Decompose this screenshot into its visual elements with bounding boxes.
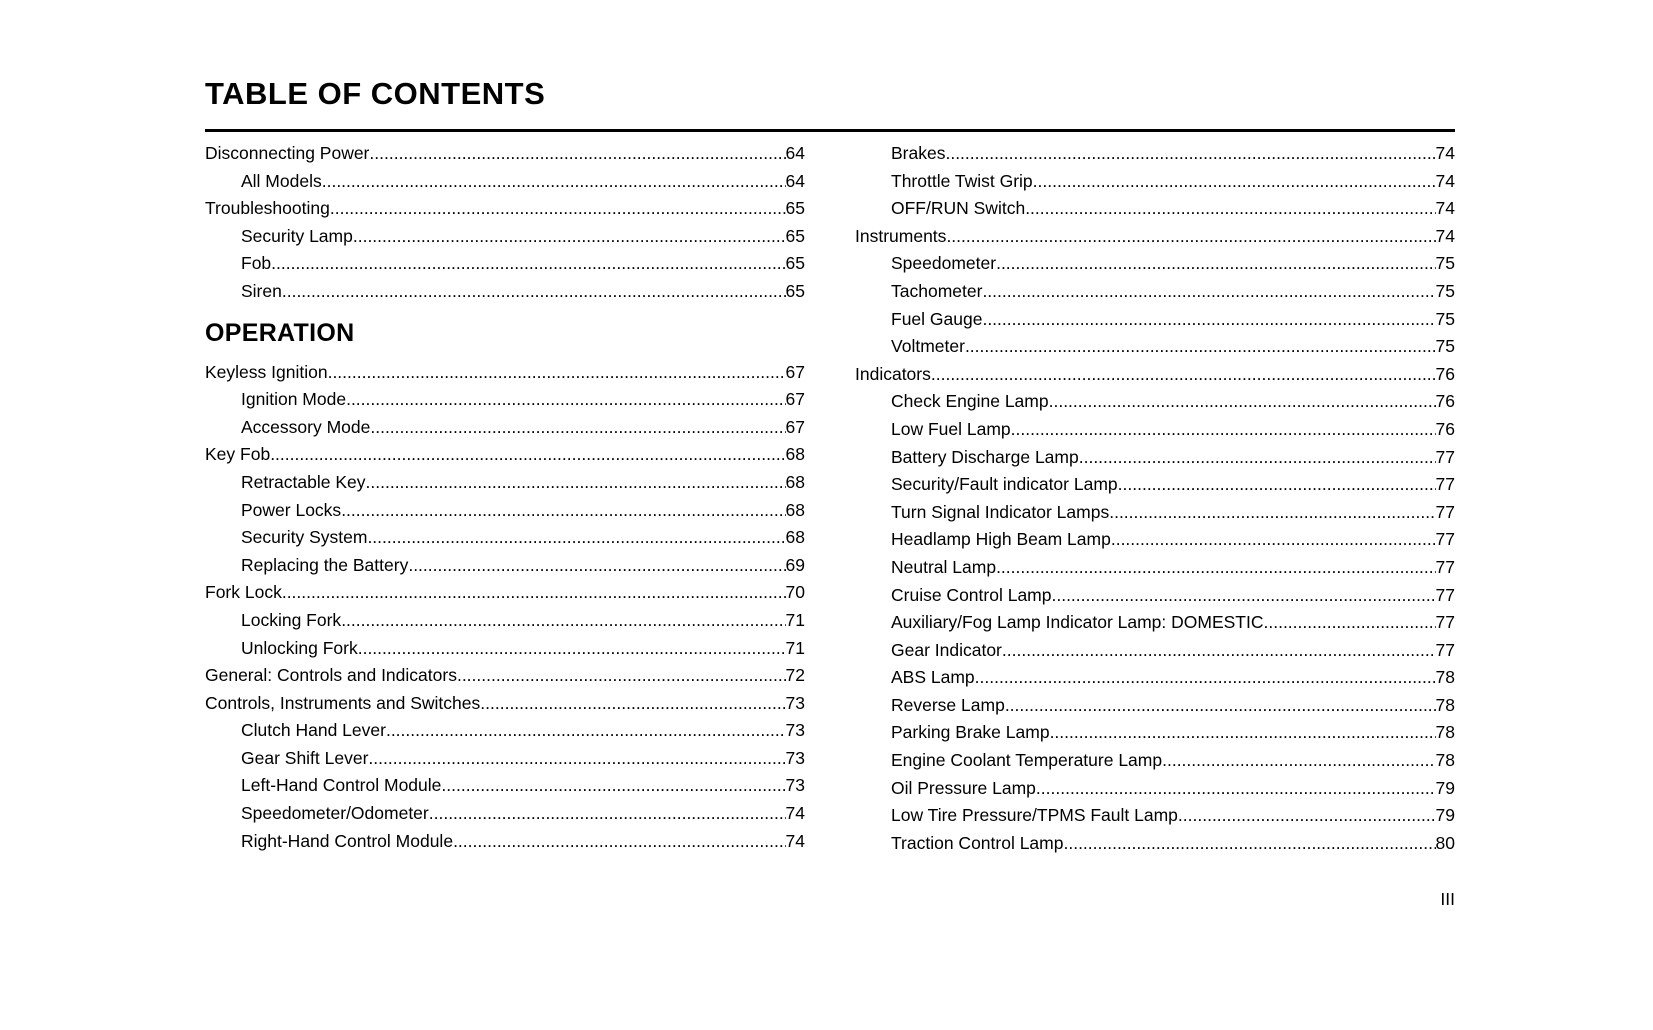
toc-entry-label: Ignition Mode <box>241 389 347 410</box>
toc-entry-label: Accessory Mode <box>241 416 371 437</box>
toc-entry-label: Speedometer/Odometer <box>241 803 429 824</box>
toc-entry <box>205 497 805 525</box>
toc-entry <box>855 526 1455 554</box>
toc-entry-label: Oil Pressure Lamp <box>891 777 1036 798</box>
toc-leader-dots <box>1264 609 1436 637</box>
toc-entry-page: 75 <box>1435 253 1455 274</box>
toc-columns <box>205 140 1455 857</box>
toc-leader-dots <box>386 717 786 745</box>
toc-entry-page: 68 <box>785 499 805 520</box>
toc-entry-label: Low Tire Pressure/TPMS Fault Lamp <box>891 805 1178 826</box>
toc-entry <box>205 635 805 663</box>
toc-entry-label: Cruise Control Lamp <box>891 584 1052 605</box>
toc-entry-page: 76 <box>1435 418 1455 439</box>
toc-entry-page: 75 <box>1435 336 1455 357</box>
toc-entry-label: Fork Lock <box>205 582 282 603</box>
toc-entry <box>205 662 805 690</box>
toc-entry-label: Troubleshooting <box>205 198 330 219</box>
toc-entry-page: 77 <box>1435 556 1455 577</box>
toc-entry <box>855 609 1455 637</box>
toc-entry-label: Indicators <box>855 363 931 384</box>
toc-entry-label: Security System <box>241 527 368 548</box>
toc-entry-page: 73 <box>785 747 805 768</box>
toc-entry <box>205 278 805 306</box>
toc-entry-page: 64 <box>785 170 805 191</box>
toc-entry-page: 77 <box>1435 446 1455 467</box>
toc-entry-page: 70 <box>785 582 805 603</box>
toc-leader-dots <box>341 497 785 525</box>
toc-entry <box>855 775 1455 803</box>
toc-entry-label: Brakes <box>891 143 946 163</box>
toc-entry-page: 65 <box>785 225 805 246</box>
toc-entry-label: OFF/RUN Switch <box>891 198 1026 219</box>
toc-entry-label: Headlamp High Beam Lamp <box>891 529 1111 550</box>
toc-entry-label: Turn Signal Indicator Lamps <box>891 501 1110 522</box>
toc-entry-page: 69 <box>785 554 805 575</box>
toc-entry <box>205 140 805 168</box>
toc-entry <box>205 359 805 387</box>
toc-entry-page: 74 <box>785 830 805 851</box>
toc-entry <box>205 441 805 469</box>
toc-leader-dots <box>946 223 1435 251</box>
toc-leader-dots <box>975 664 1436 692</box>
toc-leader-dots <box>330 195 786 223</box>
toc-entry-label: Low Fuel Lamp <box>891 418 1011 439</box>
toc-leader-dots <box>982 306 1435 334</box>
toc-entry-page: 65 <box>785 280 805 301</box>
toc-leader-dots <box>353 223 786 251</box>
toc-entry-label: Voltmeter <box>891 336 965 357</box>
toc-entry <box>855 471 1455 499</box>
toc-entry-page: 77 <box>1435 529 1455 550</box>
toc-entry-page: 79 <box>1435 805 1455 826</box>
toc-entry <box>205 552 805 580</box>
toc-entry-page: 68 <box>785 471 805 492</box>
toc-leader-dots <box>1049 388 1436 416</box>
toc-entry-label: General: Controls and Indicators <box>205 665 457 686</box>
toc-entry-label: Security/Fault indicator Lamp <box>891 474 1118 495</box>
toc-entry-label: Key Fob <box>205 444 271 465</box>
toc-leader-dots <box>1109 499 1435 527</box>
toc-entry-label: Throttle Twist Grip <box>891 170 1033 191</box>
toc-entry-page: 68 <box>785 444 805 465</box>
toc-entry <box>205 745 805 773</box>
toc-entry-page: 67 <box>785 416 805 437</box>
toc-entry-page: 67 <box>785 389 805 410</box>
toc-entry-label: Keyless Ignition <box>205 361 328 382</box>
toc-entry-label: Reverse Lamp <box>891 694 1005 715</box>
toc-column-right <box>855 140 1455 857</box>
toc-entry <box>855 195 1455 223</box>
toc-entry-label: ABS Lamp <box>891 667 975 688</box>
footer-page-number: III <box>1440 889 1455 910</box>
toc-leader-dots <box>328 359 786 387</box>
toc-entry-page: 79 <box>1435 777 1455 798</box>
toc-entry-label: Gear Shift Lever <box>241 747 369 768</box>
toc-entry-label: Controls, Instruments and Switches <box>205 692 481 713</box>
toc-entry <box>205 168 805 196</box>
toc-entry <box>205 195 805 223</box>
toc-leader-dots <box>322 168 786 196</box>
toc-entry-page: 74 <box>785 803 805 824</box>
toc-entry-page: 74 <box>1435 170 1455 191</box>
toc-leader-dots <box>270 441 785 469</box>
toc-entry-page: 77 <box>1435 639 1455 660</box>
toc-entry-label: Clutch Hand Lever <box>241 720 386 741</box>
toc-entry <box>205 690 805 718</box>
toc-entry-page: 80 <box>1435 832 1455 853</box>
toc-entry-page: 78 <box>1435 667 1455 688</box>
toc-entry-label: Power Locks <box>241 499 342 520</box>
toc-entry <box>205 250 805 278</box>
toc-entry <box>205 524 805 552</box>
toc-entry-page: 65 <box>785 198 805 219</box>
toc-entry <box>855 802 1455 830</box>
toc-entry <box>205 469 805 497</box>
toc-leader-dots <box>1162 747 1435 775</box>
toc-entry-label: Parking Brake Lamp <box>891 722 1050 743</box>
toc-entry <box>855 223 1455 251</box>
toc-leader-dots <box>945 140 1435 168</box>
toc-entry <box>855 278 1455 306</box>
toc-entry-label: Retractable Key <box>241 471 366 492</box>
toc-leader-dots <box>453 828 785 856</box>
toc-entry-page: 74 <box>1435 198 1455 219</box>
toc-entry <box>205 386 805 414</box>
toc-entry <box>205 607 805 635</box>
page-title: TABLE OF CONTENTS <box>205 76 546 111</box>
toc-leader-dots <box>1051 582 1435 610</box>
toc-leader-dots <box>1036 775 1436 803</box>
toc-entry-page: 76 <box>1435 363 1455 384</box>
toc-leader-dots <box>429 800 786 828</box>
toc-leader-dots <box>367 524 785 552</box>
toc-entry-label: Gear Indicator <box>891 639 1002 660</box>
toc-leader-dots <box>1111 526 1436 554</box>
toc-leader-dots <box>480 690 785 718</box>
toc-leader-dots <box>282 278 786 306</box>
toc-leader-dots <box>271 250 785 278</box>
toc-entry-label: Siren <box>241 280 282 301</box>
toc-entry <box>855 388 1455 416</box>
toc-entry <box>205 717 805 745</box>
toc-entry <box>855 554 1455 582</box>
toc-leader-dots <box>965 333 1436 361</box>
toc-entry <box>855 306 1455 334</box>
toc-leader-dots <box>441 772 785 800</box>
toc-entry-label: Tachometer <box>891 280 983 301</box>
toc-entry-label: Instruments <box>855 225 947 246</box>
toc-leader-dots <box>1025 195 1435 223</box>
toc-entry-label: Unlocking Fork <box>241 637 358 658</box>
toc-leader-dots <box>1005 692 1436 720</box>
toc-entry <box>855 582 1455 610</box>
toc-entry-label: Speedometer <box>891 253 997 274</box>
toc-entry-label: Right-Hand Control Module <box>241 830 454 851</box>
toc-entry <box>855 664 1455 692</box>
toc-leader-dots <box>408 552 785 580</box>
toc-column-left <box>205 140 805 857</box>
title-rule <box>205 129 1455 132</box>
toc-entry-page: 75 <box>1435 280 1455 301</box>
toc-entry <box>855 361 1455 389</box>
toc-leader-dots <box>366 469 786 497</box>
toc-entry-label: Neutral Lamp <box>891 556 997 577</box>
toc-entry-page: 77 <box>1435 501 1455 522</box>
toc-entry <box>855 444 1455 472</box>
toc-leader-dots <box>370 414 785 442</box>
toc-leader-dots <box>1079 444 1436 472</box>
toc-leader-dots <box>931 361 1436 389</box>
toc-entry-page: 78 <box>1435 694 1455 715</box>
toc-entry-page: 65 <box>785 253 805 274</box>
toc-entry-page: 73 <box>785 720 805 741</box>
toc-entry <box>205 828 805 856</box>
toc-entry-page: 77 <box>1435 474 1455 495</box>
toc-leader-dots <box>1063 830 1435 858</box>
toc-leader-dots <box>1011 416 1436 444</box>
toc-entry-label: All Models <box>241 170 322 191</box>
toc-entry-page: 74 <box>1435 143 1455 163</box>
toc-entry <box>855 168 1455 196</box>
toc-entry-page: 68 <box>785 527 805 548</box>
toc-entry-page: 71 <box>785 637 805 658</box>
toc-entry-label: Security Lamp <box>241 225 353 246</box>
toc-leader-dots <box>346 386 785 414</box>
toc-entry <box>855 719 1455 747</box>
toc-entry-label: Locking Fork <box>241 609 342 630</box>
toc-entry <box>205 800 805 828</box>
toc-leader-dots <box>358 635 786 663</box>
toc-entry <box>855 747 1455 775</box>
toc-entry-page: 76 <box>1435 391 1455 412</box>
toc-leader-dots <box>341 607 785 635</box>
toc-leader-dots <box>1002 637 1436 665</box>
toc-entry-page: 73 <box>785 775 805 796</box>
toc-leader-dots <box>282 579 786 607</box>
toc-entry <box>855 637 1455 665</box>
toc-entry <box>205 223 805 251</box>
toc-entry-page: 64 <box>785 143 805 163</box>
toc-entry-label: Left-Hand Control Module <box>241 775 442 796</box>
toc-entry <box>855 830 1455 858</box>
toc-entry-label: Traction Control Lamp <box>891 832 1064 853</box>
toc-leader-dots <box>982 278 1435 306</box>
toc-leader-dots <box>996 554 1435 582</box>
section-heading: OPERATION <box>205 318 355 347</box>
toc-entry <box>205 414 805 442</box>
toc-entry-page: 72 <box>785 665 805 686</box>
toc-leader-dots <box>1118 471 1436 499</box>
toc-entry-label: Fob <box>241 253 272 274</box>
toc-leader-dots <box>1033 168 1436 196</box>
toc-entry-label: Battery Discharge Lamp <box>891 446 1079 467</box>
toc-entry <box>855 416 1455 444</box>
toc-entry-label: Replacing the Battery <box>241 554 409 575</box>
toc-leader-dots <box>457 662 786 690</box>
toc-leader-dots <box>1050 719 1436 747</box>
toc-entry-label: Engine Coolant Temperature Lamp <box>891 750 1163 771</box>
toc-entry-label: Disconnecting Power <box>205 143 370 163</box>
toc-entry <box>205 579 805 607</box>
toc-entry-page: 78 <box>1435 722 1455 743</box>
toc-entry <box>205 772 805 800</box>
toc-entry-page: 71 <box>785 609 805 630</box>
toc-entry-page: 74 <box>1435 225 1455 246</box>
toc-entry-label: Check Engine Lamp <box>891 391 1049 412</box>
toc-entry <box>855 692 1455 720</box>
toc-entry <box>855 140 1455 168</box>
toc-entry-page: 77 <box>1435 584 1455 605</box>
toc-entry <box>855 250 1455 278</box>
toc-entry-page: 78 <box>1435 750 1455 771</box>
toc-leader-dots <box>369 140 785 168</box>
toc-entry <box>855 333 1455 361</box>
toc-entry <box>855 499 1455 527</box>
toc-entry-page: 75 <box>1435 308 1455 329</box>
toc-entry-page: 77 <box>1435 612 1455 633</box>
toc-leader-dots <box>996 250 1435 278</box>
toc-entry-label: Fuel Gauge <box>891 308 983 329</box>
toc-entry-label: Auxiliary/Fog Lamp Indicator Lamp: DOMESTIC <box>891 612 1264 633</box>
toc-entry-page: 67 <box>785 361 805 382</box>
toc-leader-dots <box>368 745 785 773</box>
toc-leader-dots <box>1178 802 1436 830</box>
toc-entry-page: 73 <box>785 692 805 713</box>
